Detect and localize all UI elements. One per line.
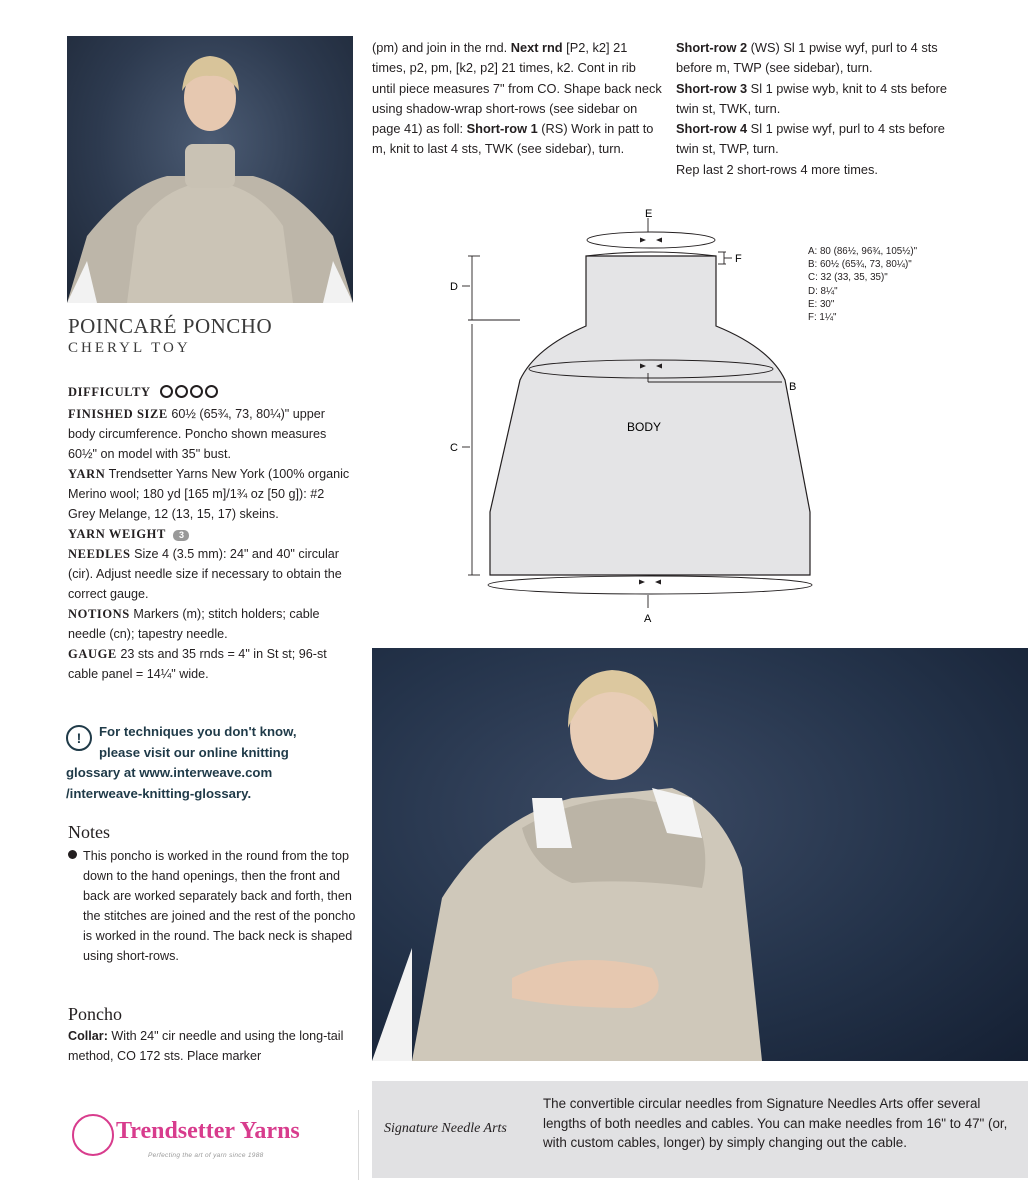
measurement-e: E: 30" bbox=[808, 298, 835, 310]
notes-body bbox=[68, 846, 358, 966]
difficulty-row bbox=[68, 382, 352, 404]
label-b: B bbox=[789, 381, 797, 393]
specs-block bbox=[68, 382, 352, 684]
model-illustration-bottom bbox=[372, 648, 1028, 1061]
body-label: BODY bbox=[627, 420, 662, 434]
schematic-measurements bbox=[808, 245, 917, 324]
difficulty-dots-icon bbox=[160, 384, 220, 404]
notions-text: Markers (m); stitch holders; cable needle (cn); tapestry needle. bbox=[68, 607, 320, 641]
short-row-1-label: Short-row 1 bbox=[466, 121, 538, 137]
short-row-4-text: Sl 1 pwise wyf, purl to 4 sts before twin st, TWP, turn. bbox=[676, 121, 945, 157]
yarn-row bbox=[68, 464, 352, 524]
finished-size-row bbox=[68, 404, 352, 464]
notions-row bbox=[68, 604, 352, 644]
short-row-3-label: Short-row 3 bbox=[676, 80, 748, 96]
instructions-column-3 bbox=[676, 38, 966, 180]
repeat-instruction: Rep last 2 short-rows 4 more times. bbox=[676, 161, 878, 177]
gauge-row bbox=[68, 644, 352, 684]
measurement-c: C: 32 (33, 35, 35)" bbox=[808, 272, 888, 284]
short-row-4 bbox=[676, 119, 966, 160]
label-a: A bbox=[644, 613, 652, 625]
label-e: E bbox=[645, 208, 653, 220]
ad-brand-logo: Signature Needle Arts bbox=[384, 1121, 507, 1136]
trendsetter-logo bbox=[68, 1110, 359, 1180]
col2-text-b: [P2, k2] 21 times, p2, pm, [k2, p2] 21 times, k2. Cont in rib until piece measures 7" from CO. Shape back neck using shadow-wrap short-rows (see sidebar on page 41) as foll: bbox=[372, 40, 662, 137]
poncho-heading: Poncho bbox=[68, 1004, 122, 1024]
collar-instructions bbox=[68, 1026, 358, 1066]
gauge-label: GAUGE bbox=[68, 647, 117, 661]
exclamation-icon: ! bbox=[66, 725, 92, 751]
label-d: D bbox=[450, 281, 458, 293]
ad-text: The convertible circular needles from Signature Needles Arts offer several lengths of both needles and cables. You can make needles from 16" to 47" (or, with custom cables, longer) by simply changing out the cable. bbox=[543, 1096, 1008, 1150]
short-row-2-label: Short-row 2 bbox=[676, 40, 748, 55]
tip-line-3[interactable]: glossary at www.interweave.com bbox=[66, 765, 273, 780]
instructions-column-2 bbox=[372, 38, 662, 160]
finished-size-text: 60½ (65¾, 73, 80¼)" upper body circumference. Poncho shown measures 60½" on model with 35" bust. bbox=[68, 407, 327, 461]
yarn-text: Trendsetter Yarns New York (100% organic Merino wool; 180 yd [165 m]/1¾ oz [50 g]): #2 Grey Melange, 12 (13, 15, 17) skeins. bbox=[68, 467, 350, 521]
measurement-b: B: 60½ (65¾, 73, 80¼)" bbox=[808, 259, 912, 271]
logo-name: Trendsetter Yarns bbox=[116, 1118, 300, 1144]
difficulty-label: DIFFICULTY bbox=[68, 385, 151, 399]
collar-label: Collar: bbox=[68, 1029, 108, 1043]
bullet-icon bbox=[68, 850, 77, 859]
short-row-3 bbox=[676, 79, 966, 120]
col2-text-a: (pm) and join in the rnd. bbox=[372, 40, 511, 55]
short-row-2 bbox=[676, 38, 966, 79]
notes-text: This poncho is worked in the round from the top down to the hand openings, then the front and back are worked separately back and forth, then the stitches are joined and the rest of the poncho is worked in the round. The back neck is shaped using short-rows. bbox=[83, 849, 356, 963]
signature-needle-arts-ad bbox=[372, 1081, 1028, 1178]
model-photo-bottom bbox=[372, 648, 1028, 1061]
yarn-label: YARN bbox=[68, 467, 106, 481]
needles-text: Size 4 (3.5 mm): 24" and 40" circular (cir). Adjust needle size if necessary to obtain the correct gauge. bbox=[68, 547, 342, 601]
short-row-4-label: Short-row 4 bbox=[676, 121, 748, 137]
yarn-weight-icon: 3 bbox=[173, 530, 189, 541]
col2-text-c: (RS) Work in patt to m, knit to last 4 sts, TWK (see sidebar), turn. bbox=[372, 121, 654, 157]
notions-label: NOTIONS bbox=[68, 607, 130, 621]
label-f: F bbox=[735, 253, 742, 265]
model-illustration-top bbox=[67, 36, 353, 303]
collar-text: With 24" cir needle and using the long-tail method, CO 172 sts. Place marker bbox=[68, 1029, 344, 1063]
trendsetter-emblem-icon bbox=[72, 1114, 114, 1156]
measurement-f: F: 1¼" bbox=[808, 312, 837, 324]
yarn-weight-row bbox=[68, 524, 352, 544]
pattern-title: POINCARÉ PONCHO bbox=[68, 314, 273, 338]
finished-size-label: FINISHED SIZE bbox=[68, 407, 168, 421]
measurement-d: D: 8¼" bbox=[808, 285, 838, 297]
needles-label: NEEDLES bbox=[68, 547, 131, 561]
techniques-tip bbox=[66, 722, 356, 804]
notes-heading: Notes bbox=[68, 822, 110, 842]
measurement-a: A: 80 (86½, 96¾, 105½)" bbox=[808, 246, 918, 257]
logo-tagline: Perfecting the art of yarn since 1988 bbox=[148, 1152, 264, 1159]
short-row-2-text: (WS) Sl 1 pwise wyf, purl to 4 sts before m, TWP (see sidebar), turn. bbox=[676, 40, 938, 76]
label-c: C bbox=[450, 442, 458, 454]
tip-line-4[interactable]: /interweave-knitting-glossary. bbox=[66, 785, 252, 801]
schematic-body-shape bbox=[490, 256, 810, 575]
tip-line-2: please visit our online knitting bbox=[99, 744, 289, 760]
tip-line-1: For techniques you don't know, bbox=[99, 724, 297, 739]
gauge-text: 23 sts and 35 rnds = 4" in St st; 96-st cable panel = 14¼" wide. bbox=[68, 647, 327, 681]
next-rnd-label: Next rnd bbox=[510, 40, 563, 55]
model-photo-top bbox=[67, 36, 353, 303]
designer-name: CHERYL TOY bbox=[68, 340, 191, 356]
short-row-3-text: Sl 1 pwise wyb, knit to 4 sts before twin st, TWK, turn. bbox=[676, 80, 947, 116]
yarn-weight-label: YARN WEIGHT bbox=[68, 527, 166, 541]
needles-row bbox=[68, 544, 352, 604]
